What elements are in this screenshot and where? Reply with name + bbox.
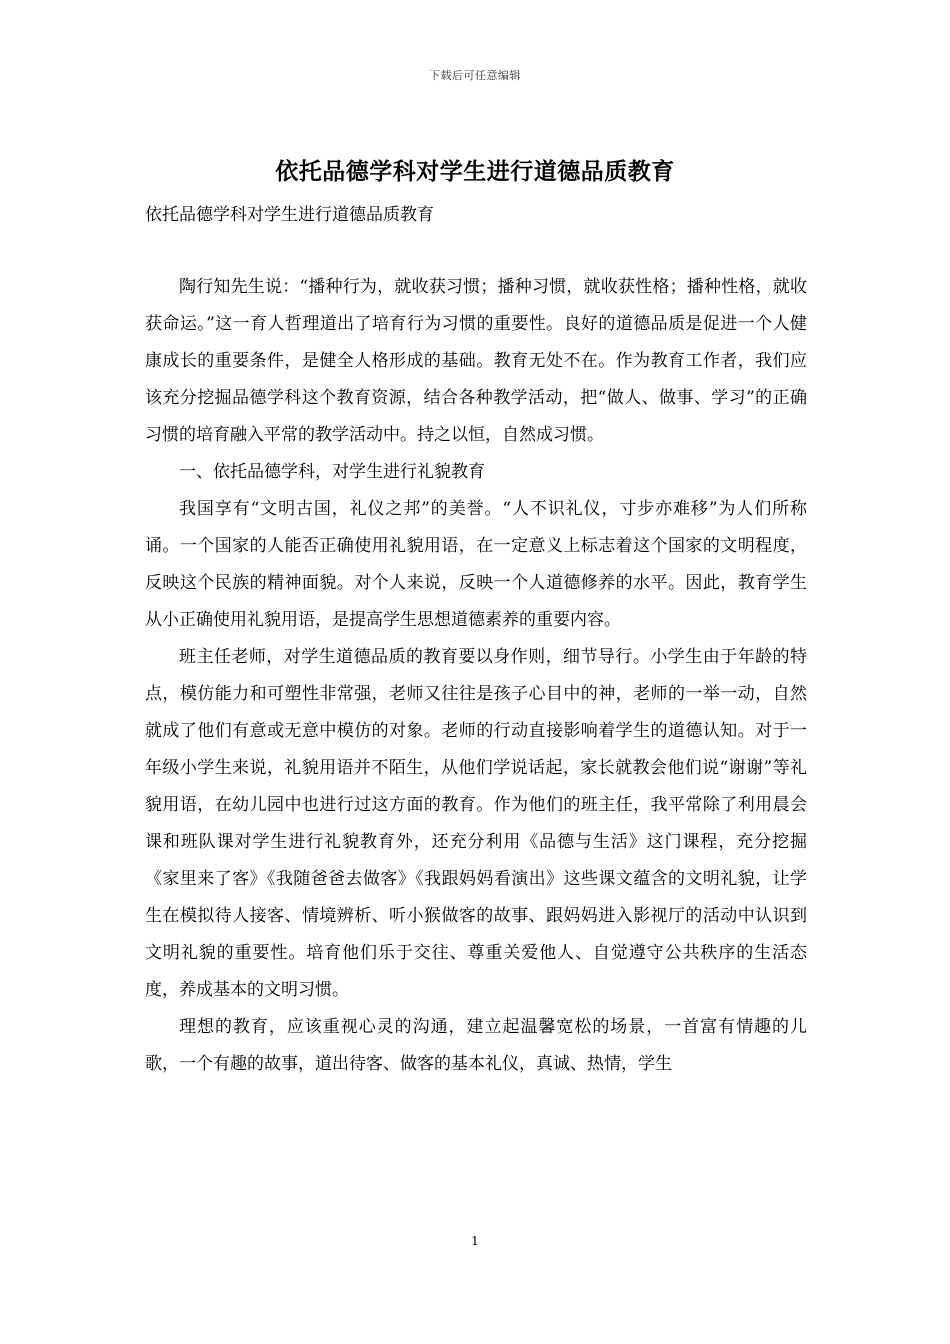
paragraph-etiquette-nation: 我国享有“文明古国，礼仪之邦”的美誉。“人不识礼仪，寸步亦难移”为人们所称诵。一个国家的人能否正确使用礼貌用语，在一定意义上标志着这个国家的文明程度，反映这个民族的精神面貌。对个人来说，反映一个人道德修养的水平。因此，教育学生从小正确使用礼貌用语，是提高学生思想道德素养的重要内容。 bbox=[145, 499, 807, 630]
document-body bbox=[145, 269, 807, 1083]
paragraph-ideal-education: 理想的教育，应该重视心灵的沟通，建立起温馨宽松的场景，一首富有情趣的儿歌，一个有趣的故事，道出待客、做客的基本礼仪，真诚、热情，学生 bbox=[145, 1017, 807, 1074]
page-number: 1 bbox=[471, 1234, 479, 1248]
page-header-note: 下载后可任意编辑 bbox=[429, 69, 521, 82]
section-heading-politeness: 一、依托品德学科，对学生进行礼貌教育 bbox=[179, 462, 485, 482]
document-subtitle: 依托品德学科对学生进行道德品质教育 bbox=[145, 205, 434, 225]
paragraph-class-teacher: 班主任老师，对学生道德品质的教育要以身作则，细节导行。小学生由于年龄的特点，模仿能力和可塑性非常强，老师又往往是孩子心目中的神，老师的一举一动，自然就成了他们有意或无意中模仿的对象。老师的行动直接影响着学生的道德认知。对于一年级小学生来说，礼貌用语并不陌生，从他们学说话起，家长就教会他们说“谢谢”等礼貌用语，在幼儿园中也进行过这方面的教育。作为他们的班主任，我平常除了利用晨会课和班队课对学生进行礼貌教育外，还充分利用《品德与生活》这门课程，充分挖掘《家里来了客》《我随爸爸去做客》《我跟妈妈看演出》这些课文蕴含的文明礼貌，让学生在模拟待人接客、情境辨析、听小猴做客的故事、跟妈妈进入影视厅的活动中认识到文明礼貌的重要性。培育他们乐于交往、尊重关爱他人、自觉遵守公共秩序的生活态度，养成基本的文明习惯。 bbox=[145, 647, 807, 1000]
document-title: 依托品德学科对学生进行道德品质教育 bbox=[275, 158, 675, 185]
paragraph-intro: 陶行知先生说：“播种行为，就收获习惯；播种习惯，就收获性格；播种性格，就收获命运。”这一育人哲理道出了培育行为习惯的重要性。良好的道德品质是促进一个人健康成长的重要条件，是健全人格形成的基础。教育无处不在。作为教育工作者，我们应该充分挖掘品德学科这个教育资源，结合各种教学活动，把“做人、做事、学习”的正确习惯的培育融入平常的教学活动中。持之以恒，自然成习惯。 bbox=[145, 277, 807, 445]
